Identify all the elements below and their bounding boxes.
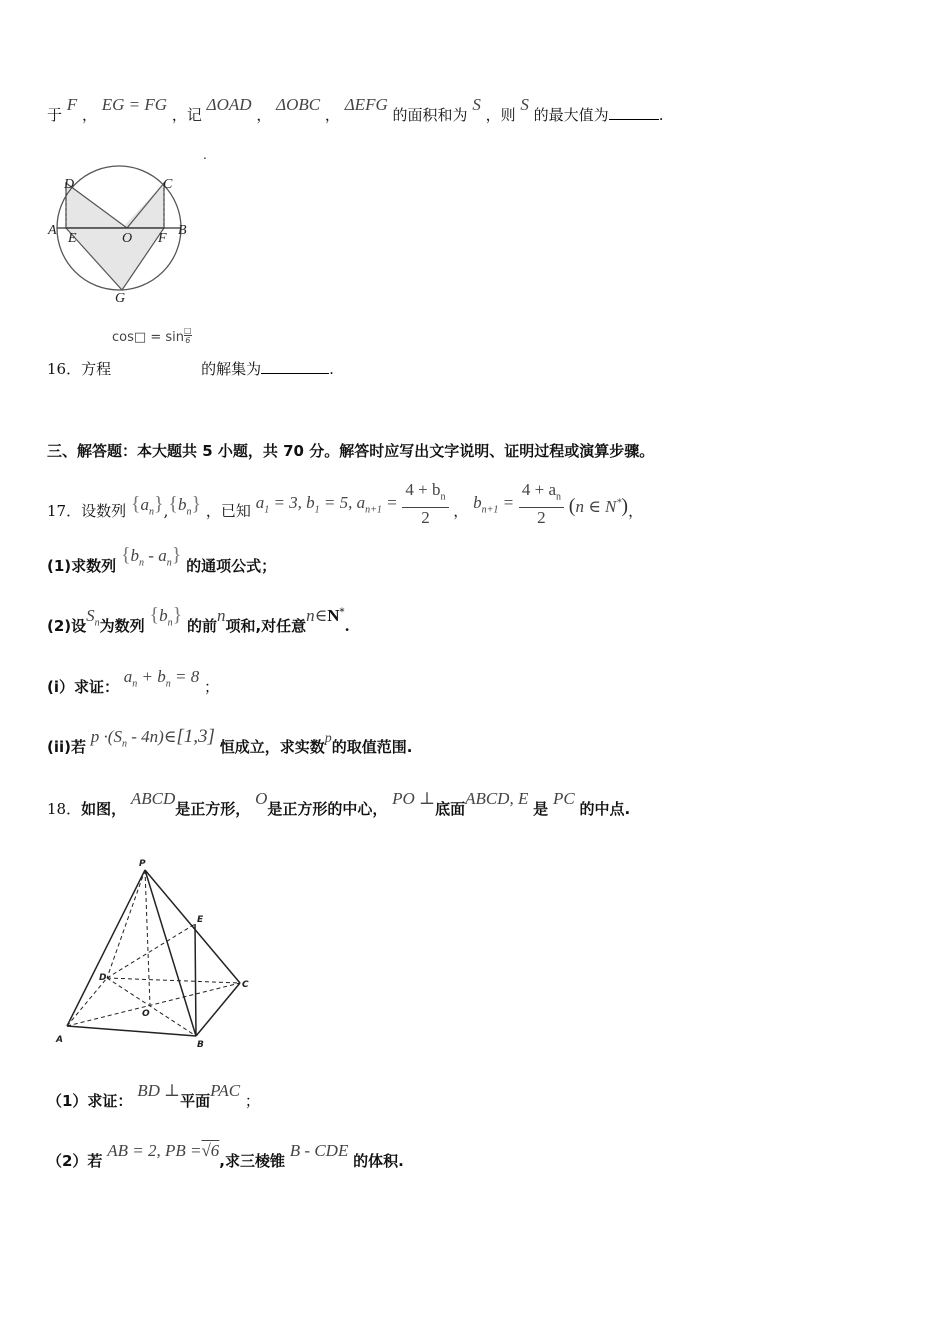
q16-formula: cos□ = sin □ 6: [112, 326, 192, 345]
diag-ac: [67, 983, 240, 1026]
label-o2: O: [142, 1009, 150, 1019]
seg-po: [145, 870, 150, 1006]
q17-part-i: (i）求证： $a_n + b_n = 8$ ；: [47, 667, 220, 696]
label-o: O: [122, 231, 133, 246]
label-b: B: [178, 223, 187, 238]
edge-ab: [67, 1026, 196, 1036]
label-g: G: [115, 291, 126, 306]
q18-line: 18．如图， ABCD是正方形， O是正方形的中心， PO ⊥底面ABCD, E 是 PC 的中点.: [47, 789, 631, 818]
edge-pc: [145, 870, 240, 983]
edge-pb: [145, 870, 196, 1036]
edge-pa: [67, 870, 145, 1026]
pyramid-figure: [50, 856, 260, 1051]
label-p: P: [139, 859, 146, 869]
label-d2: D: [99, 973, 107, 983]
q17-part1: (1)求数列 $\{b_n - a_n\}$ 的通项公式；: [47, 544, 277, 575]
q18-part2: （2）若 AB = 2, PB =√6,求三棱锥 B - CDE 的体积.: [47, 1141, 404, 1170]
circle-figure: [44, 160, 204, 310]
q16-number: 16．: [47, 360, 82, 378]
triangle-oad: [66, 183, 127, 228]
triangle-obc: [127, 183, 164, 228]
triangle-efg: [66, 228, 164, 290]
answer-blank[interactable]: [609, 105, 659, 120]
label-d: D: [64, 177, 75, 192]
q17-part-ii: (ii)若 $p \cdot(S_n$ - 4n)∈[1,3] 恒成立，求实数p的取值范围.: [47, 726, 413, 756]
label-e: E: [68, 231, 77, 246]
edge-pd: [107, 870, 145, 978]
q18-part1: （1）求证： BD ⊥平面PAC ；: [47, 1081, 260, 1110]
q17-part2: (2)设$S_n$为数列 $\{b_n\}$ 的前n项和,对任意n∈N*.: [47, 604, 350, 635]
seg-de: [107, 924, 195, 978]
edge-bc: [196, 983, 240, 1036]
label-f: F: [158, 231, 167, 246]
diag-db: [107, 978, 196, 1036]
fraction-2: $\frac{4 + a_n}{2}$: [519, 480, 564, 528]
label-a: A: [48, 223, 57, 238]
q15-line: 于 F ， EG = FG ，记 ΔOAD ， ΔOBC ， ΔEFG 的面积和为 S ，则 S 的最大值为 .: [47, 95, 664, 124]
stray-dot: .: [203, 148, 207, 162]
label-c: C: [163, 177, 173, 192]
label-a2: A: [56, 1035, 63, 1045]
edge-dc: [107, 978, 240, 983]
section-title: 三、解答题：本大题共 5 小题，共 70 分。解答时应写出文字说明、证明过程或演算步骤。: [47, 442, 655, 460]
label-b2: B: [197, 1040, 204, 1050]
q17-line: 17．设数列 $\{a_n\},\{b_n\}$ ，已知 $a_1 = 3$, $b_1 = 5$, $a_{n+1}$ = $\frac{4 + b_n}{2}$ ， $b_{n+1}$ = $\frac{4 + a_n}{2}$ (n ∈ N*)，: [47, 480, 644, 528]
fraction-1: $\frac{4 + b_n}{2}$: [402, 480, 448, 528]
q16-line: 16．方程 的解集为 .: [47, 360, 334, 378]
edge-be: [195, 924, 196, 1036]
label-e2: E: [197, 915, 204, 925]
answer-blank-16[interactable]: [261, 359, 329, 374]
label-c2: C: [242, 980, 249, 990]
